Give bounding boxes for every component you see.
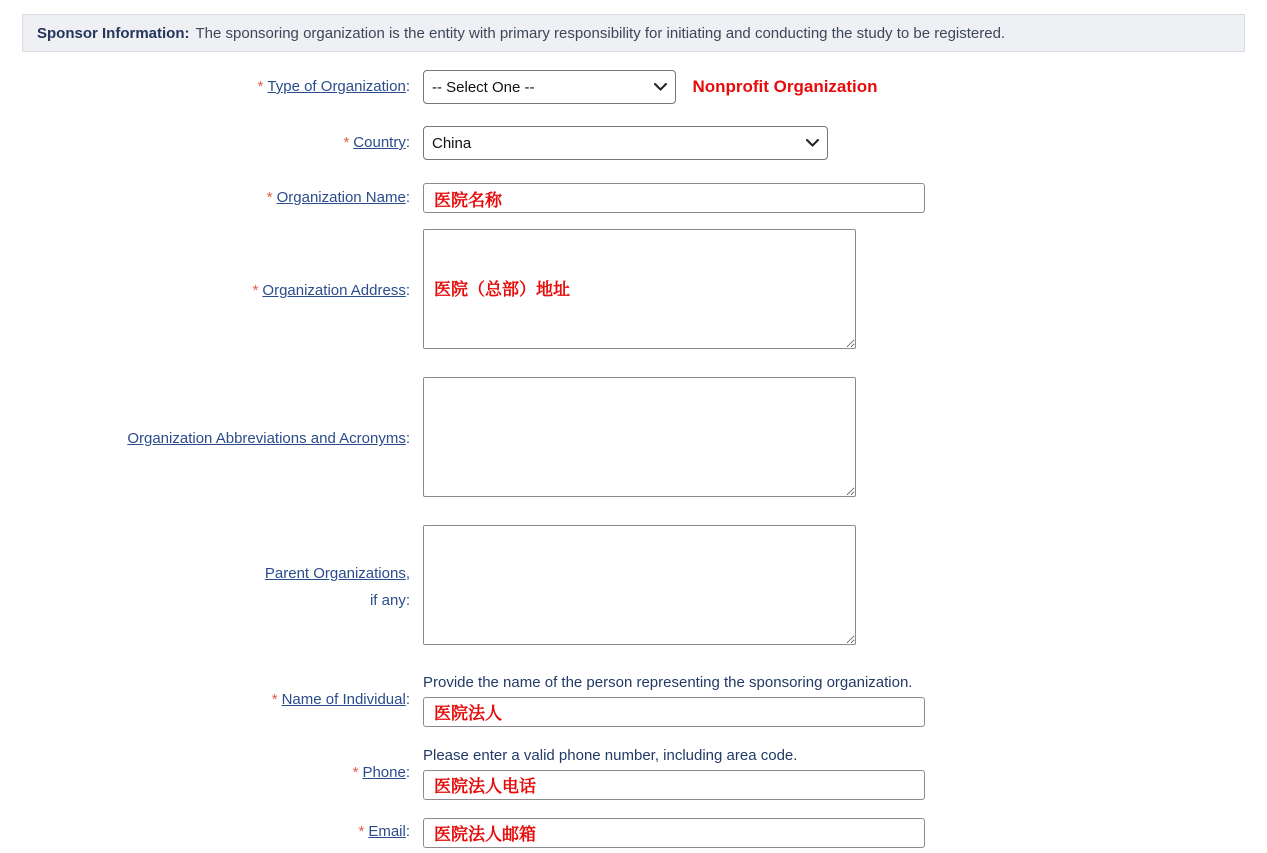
type-of-organization-help-link[interactable]: Type of Organization [267,77,406,95]
country-select-wrap [423,126,828,160]
organization-abbreviations-textarea[interactable] [423,377,856,497]
parent-organizations-help-link[interactable]: Parent Organizations [264,565,406,583]
row-phone [0,747,1267,800]
label-colon: : [405,133,410,151]
required-marker: * [352,764,359,781]
row-parent-organizations [0,525,1267,650]
organization-address-textarea[interactable] [423,229,856,349]
row-country [0,126,1267,160]
required-marker: * [271,691,278,709]
label-colon: : [405,188,410,206]
control-parent-organizations [423,525,856,650]
type-of-organization-select-wrap [423,70,676,104]
country-help-link[interactable]: Country [353,133,406,151]
row-name-of-individual [0,674,1267,727]
phone-help-link[interactable]: Phone [362,764,406,781]
label-organization-abbreviations [0,426,410,452]
label-name-of-individual [0,687,410,713]
organization-address-help-link[interactable]: Organization Address [262,282,406,300]
required-marker: * [252,282,259,300]
control-type-of-organization [423,70,878,104]
organization-abbreviations-help-link[interactable]: Organization Abbreviations and Acronyms [127,430,406,448]
type-of-organization-annotation: Nonprofit Organization [692,77,878,96]
parent-organizations-textarea[interactable] [423,525,856,645]
control-organization-address [423,229,856,354]
organization-name-help-link[interactable]: Organization Name [276,188,406,206]
name-of-individual-hint: Provide the name of the person representing the sponsoring organization. [423,674,913,691]
label-comma: , [405,565,410,583]
organization-name-input[interactable] [423,183,925,213]
row-email [0,818,1267,848]
sponsor-information-form [0,70,1267,848]
country-select[interactable] [423,126,828,160]
type-of-organization-select[interactable] [423,70,676,104]
label-colon: : [405,282,410,300]
required-marker: * [343,133,350,151]
label-country [0,130,410,156]
label-colon: : [405,764,410,781]
label-colon: : [405,430,410,448]
control-organization-abbreviations [423,377,856,502]
label-parent-organizations [0,561,410,614]
label-email [0,819,410,845]
control-name-of-individual [423,674,925,727]
banner-description: The sponsoring organization is the entity with primary responsibility for initiating and conducting the study to be registered. [195,24,1006,42]
label-organization-address [0,278,410,304]
control-organization-name [423,183,925,213]
label-phone [0,760,410,786]
control-phone [423,747,925,800]
label-type-of-organization [0,74,410,100]
required-marker: * [358,823,365,841]
control-country [423,126,828,160]
row-organization-address [0,229,1267,354]
email-help-link[interactable]: Email [368,823,406,841]
label-colon: : [405,691,410,709]
banner-title: Sponsor Information: [37,24,190,42]
label-organization-name [0,185,410,211]
phone-hint: Please enter a valid phone number, including area code. [423,746,798,764]
email-input[interactable] [423,818,925,848]
name-of-individual-input[interactable] [423,697,925,727]
required-marker: * [266,188,273,206]
row-type-of-organization [0,70,1267,104]
phone-input[interactable] [423,770,925,800]
row-organization-name [0,183,1267,213]
sponsor-information-banner [22,14,1245,52]
label-colon: : [405,77,410,95]
required-marker: * [257,77,264,95]
name-of-individual-help-link[interactable]: Name of Individual [281,691,406,709]
row-organization-abbreviations [0,377,1267,502]
label-if-any: if any: [369,591,410,609]
control-email [423,818,925,848]
label-colon: : [405,823,410,841]
